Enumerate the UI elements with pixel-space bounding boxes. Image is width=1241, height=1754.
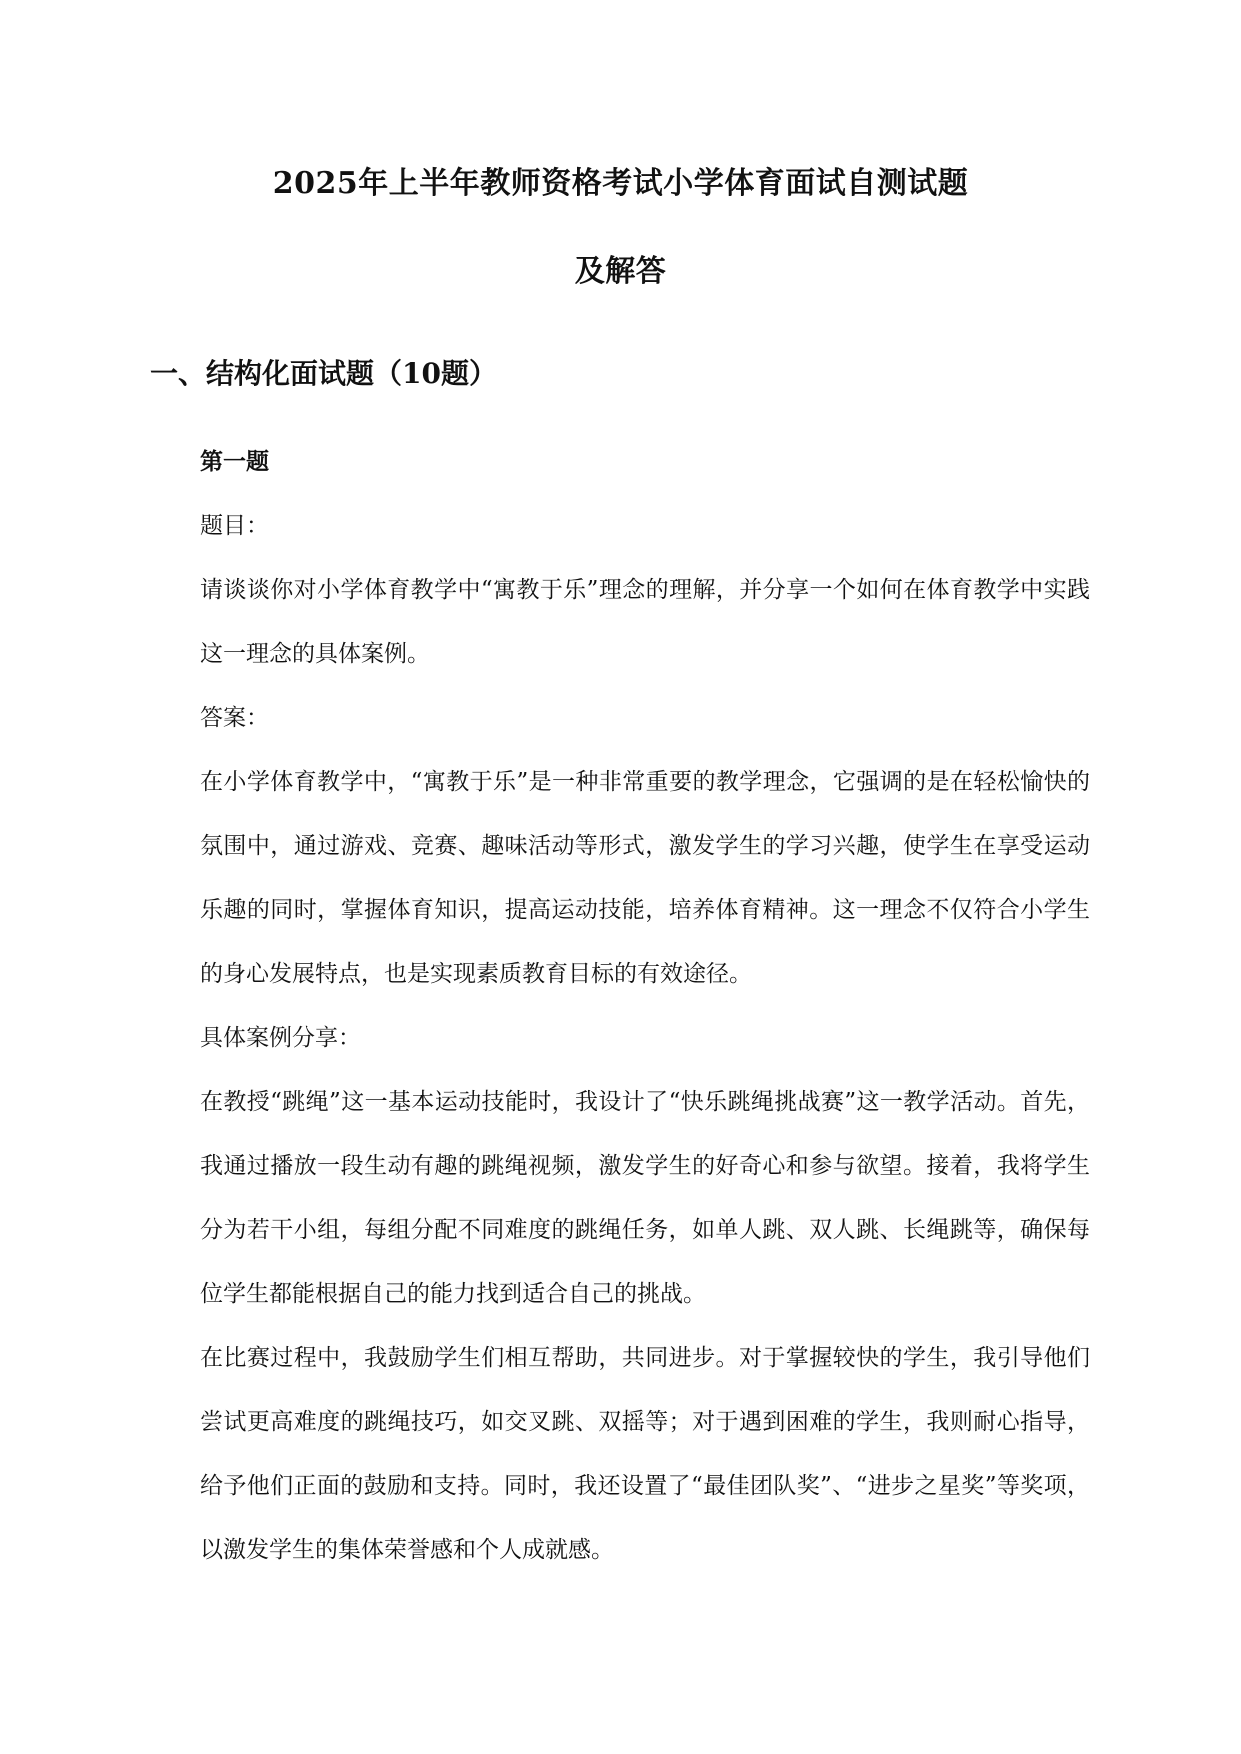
question-text: 请谈谈你对小学体育教学中“寓教于乐”理念的理解，并分享一个如何在体育教学中实践这一理念的具体案例。 [200, 577, 1090, 667]
case-paragraph: 在比赛过程中，我鼓励学生们相互帮助，共同进步。对于掌握较快的学生，我引导他们尝试更高难度的跳绳技巧，如交叉跳、双摇等；对于遇到困难的学生，我则耐心指导，给予他们正面的鼓励和支持。同时，我还设置了“最佳团队奖”、“进步之星奖”等奖项，以激发学生的集体荣誉感和个人成就感。 [200, 1345, 1090, 1563]
question-content [200, 430, 1090, 1582]
topic-label: 题目： [200, 513, 269, 539]
document-title: 2025年上半年教师资格考试小学体育面试自测试题 [272, 166, 969, 201]
answer-label: 答案： [200, 705, 269, 731]
section-heading: 一、结构化面试题（10题） [150, 357, 497, 390]
case-paragraph: 在教授“跳绳”这一基本运动技能时，我设计了“快乐跳绳挑战赛”这一教学活动。首先，我通过播放一段生动有趣的跳绳视频，激发学生的好奇心和参与欲望。接着，我将学生分为若干小组，每组分配不同难度的跳绳任务，如单人跳、双人跳、长绳跳等，确保每位学生都能根据自己的能力找到适合自己的挑战。 [200, 1089, 1090, 1307]
answer-paragraph: 在小学体育教学中，“寓教于乐”是一种非常重要的教学理念，它强调的是在轻松愉快的氛围中，通过游戏、竞赛、趣味活动等形式，激发学生的学习兴趣，使学生在享受运动乐趣的同时，掌握体育知识，提高运动技能，培养体育精神。这一理念不仅符合小学生的身心发展特点，也是实现素质教育目标的有效途径。 [200, 769, 1090, 987]
document-title-continued: 及解答 [574, 254, 667, 289]
case-label: 具体案例分享： [200, 1025, 361, 1051]
question-label: 第一题 [200, 448, 269, 475]
